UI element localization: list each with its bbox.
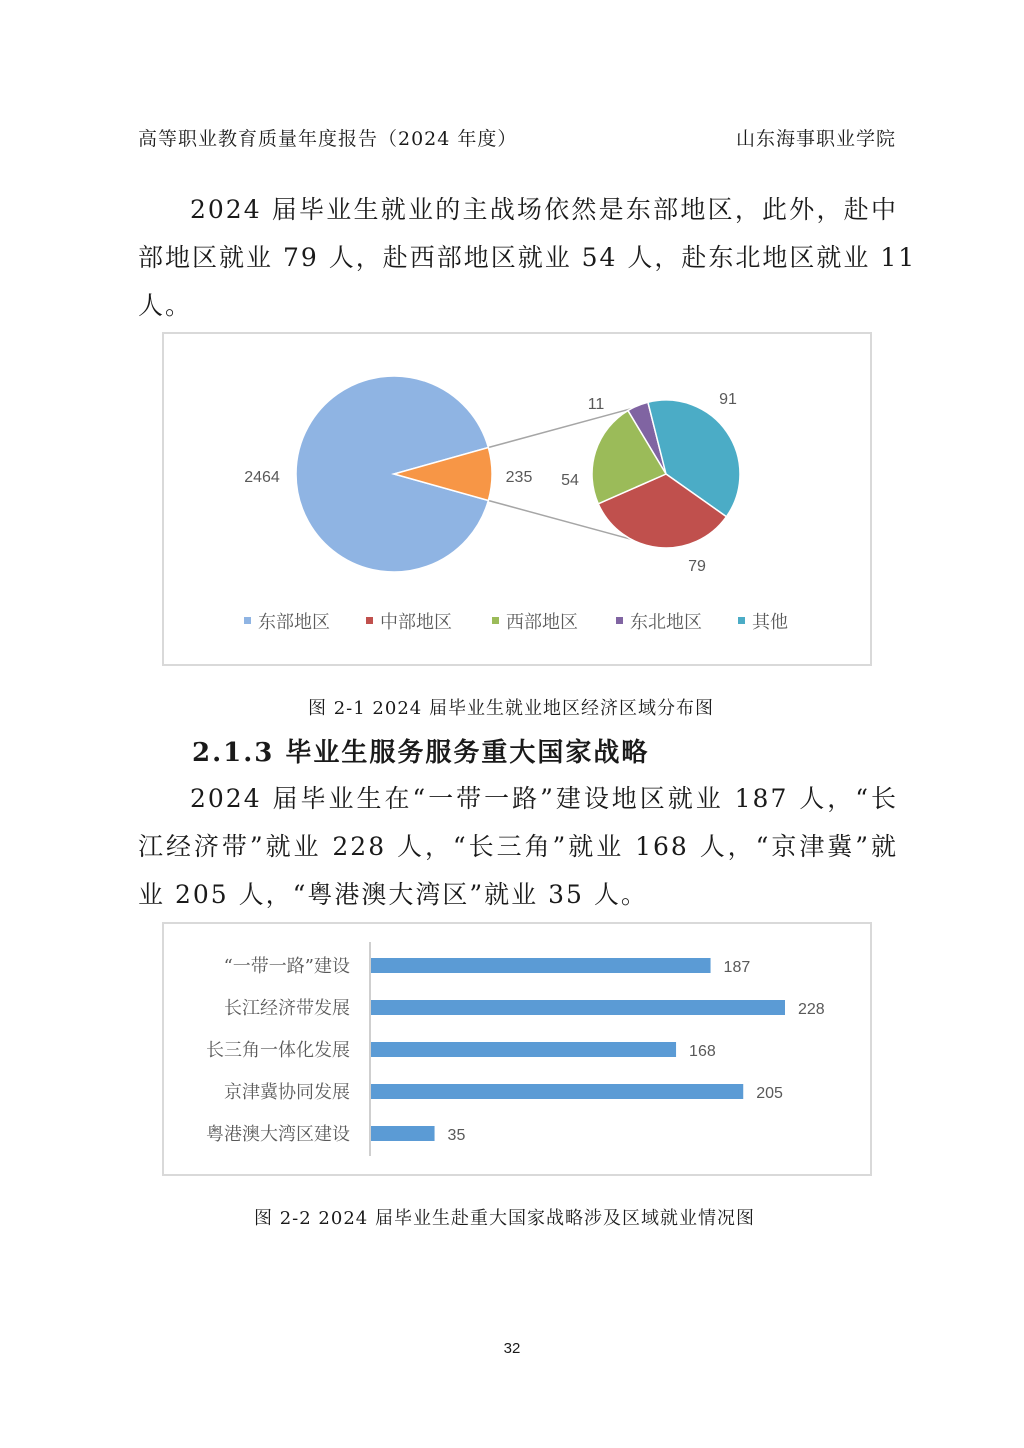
paragraph-national-strategies: [138, 775, 898, 919]
legend-swatch: [492, 617, 499, 624]
legend-label: 东北地区: [630, 612, 702, 633]
paragraph-line: 人。: [138, 291, 193, 320]
report-header-title: 高等职业教育质量年度报告（2024 年度）: [138, 128, 518, 150]
pie-label-other: 91: [719, 391, 737, 408]
pie-label-east: 2464: [244, 469, 280, 486]
bar: [371, 1000, 785, 1015]
bar-category-label: 京津冀协同发展: [224, 1082, 350, 1103]
paragraph-line: 江经济带”就业 228 人，“长三角”就业 168 人，“京津冀”就: [138, 832, 898, 861]
legend-label: 其他: [752, 612, 788, 633]
bar-category-label: “一带一路”建设: [223, 956, 350, 977]
bar-category-label: 粤港澳大湾区建设: [206, 1124, 350, 1145]
figure-caption-2-1: 图 2-1 2024 届毕业生就业地区经济区域分布图: [308, 698, 714, 719]
pie-chart-frame: [162, 332, 872, 666]
legend-label: 中部地区: [380, 612, 452, 633]
legend-swatch: [366, 617, 373, 624]
paragraph-line: 部地区就业 79 人，赴西部地区就业 54 人，赴东北地区就业 11: [138, 243, 917, 272]
pie-label-west: 54: [561, 472, 579, 489]
legend-label: 西部地区: [506, 612, 578, 633]
bar: [371, 1042, 676, 1057]
legend-item-west: [492, 612, 578, 633]
paragraph-line: 业 205 人，“粤港澳大湾区”就业 35 人。: [138, 880, 648, 909]
legend-item-central: [366, 612, 452, 633]
bar-value-label: 187: [723, 959, 751, 976]
horizontal-bar-chart: [164, 924, 870, 1174]
bar-row-yangtze-delta: [206, 1040, 716, 1061]
school-name: 山东海事职业学院: [735, 128, 896, 150]
bar-row-gba: [206, 1124, 465, 1145]
bar-value-label: 35: [447, 1127, 466, 1144]
bar-row-yangtze: [224, 998, 825, 1019]
bar-value-label: 228: [798, 1001, 825, 1018]
bar-row-jingjinji: [224, 1082, 783, 1103]
bar-category-label: 长三角一体化发展: [206, 1040, 350, 1061]
bar-row-belt-road: [224, 956, 751, 977]
bar-value-label: 205: [756, 1085, 783, 1102]
legend-swatch: [616, 617, 623, 624]
bar: [371, 1084, 743, 1099]
legend-swatch: [738, 617, 745, 624]
section-heading: 2.1.3 毕业生服务服务重大国家战略: [192, 738, 650, 768]
bar: [371, 958, 711, 973]
bar: [371, 1126, 435, 1141]
legend-label: 东部地区: [258, 612, 330, 633]
legend-item-other: [738, 612, 788, 633]
pie-of-pie-chart: [164, 334, 870, 664]
figure-caption-2-2: 图 2-2 2024 届毕业生赴重大国家战略涉及区域就业情况图: [254, 1208, 755, 1229]
paragraph-line: 2024 届毕业生在“一带一路”建设地区就业 187 人，“长: [190, 784, 898, 813]
bar-category-label: 长江经济带发展: [224, 998, 350, 1019]
bar-chart-frame: [162, 922, 872, 1176]
pie-label-northeast: 11: [587, 396, 605, 413]
paragraph-employment-regions: [138, 186, 917, 330]
legend-swatch: [244, 617, 251, 624]
pie-label-central: 79: [688, 558, 706, 575]
legend-item-east: [244, 612, 330, 633]
paragraph-line: 2024 届毕业生就业的主战场依然是东部地区，此外，赴中: [190, 195, 898, 224]
page-number: 32: [503, 1340, 521, 1357]
legend-item-northeast: [616, 612, 702, 633]
bar-value-label: 168: [689, 1043, 716, 1060]
pie-label-rest: 235: [505, 469, 533, 486]
